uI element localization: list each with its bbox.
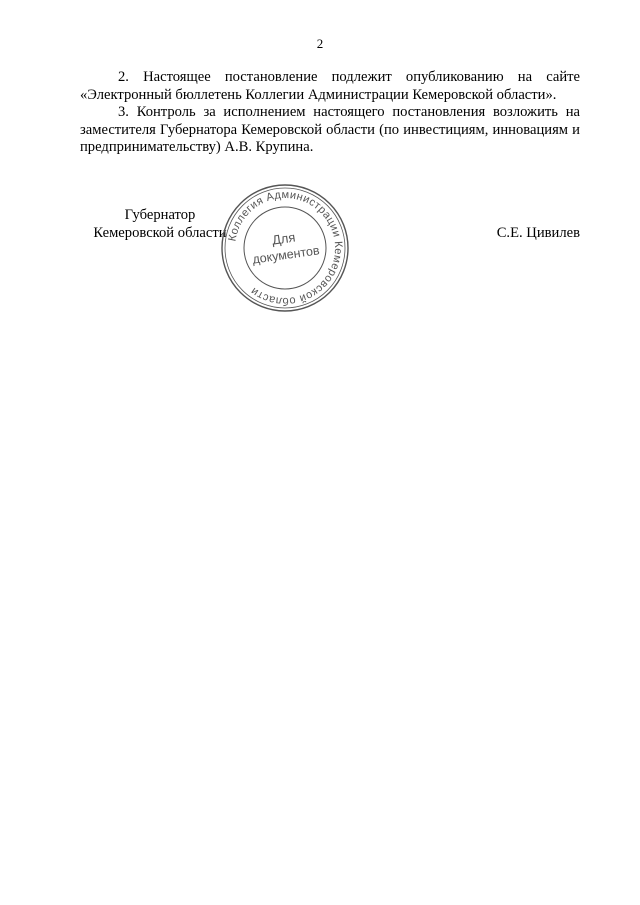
paragraph-control: 3. Контроль за исполнением настоящего постановления возложить на заместителя Губернатора Кемеровской области (по инвестициям, инновациям и предпринимательству) А.В. Крупина. — [80, 104, 580, 155]
signatory-region: Кемеровской области — [93, 225, 227, 241]
paragraph-publication: 2. Настоящее постановление подлежит опубликованию на сайте «Электронный бюллетень Коллегии Администрации Кемеровской области». — [80, 69, 580, 103]
signatory-name: С.Е. Цивилев — [496, 225, 580, 241]
seal-center-line2: документов — [251, 243, 321, 267]
page-number: 2 — [316, 36, 324, 51]
signature-block — [80, 188, 580, 316]
signatory-position — [80, 206, 240, 242]
seal-center-line1: Для — [271, 229, 297, 248]
official-seal — [219, 182, 351, 314]
signatory-title: Губернатор — [124, 207, 196, 223]
seal-ring-text: Коллегия Администрации Кемеровской области — [226, 188, 345, 308]
document-body — [80, 69, 580, 157]
